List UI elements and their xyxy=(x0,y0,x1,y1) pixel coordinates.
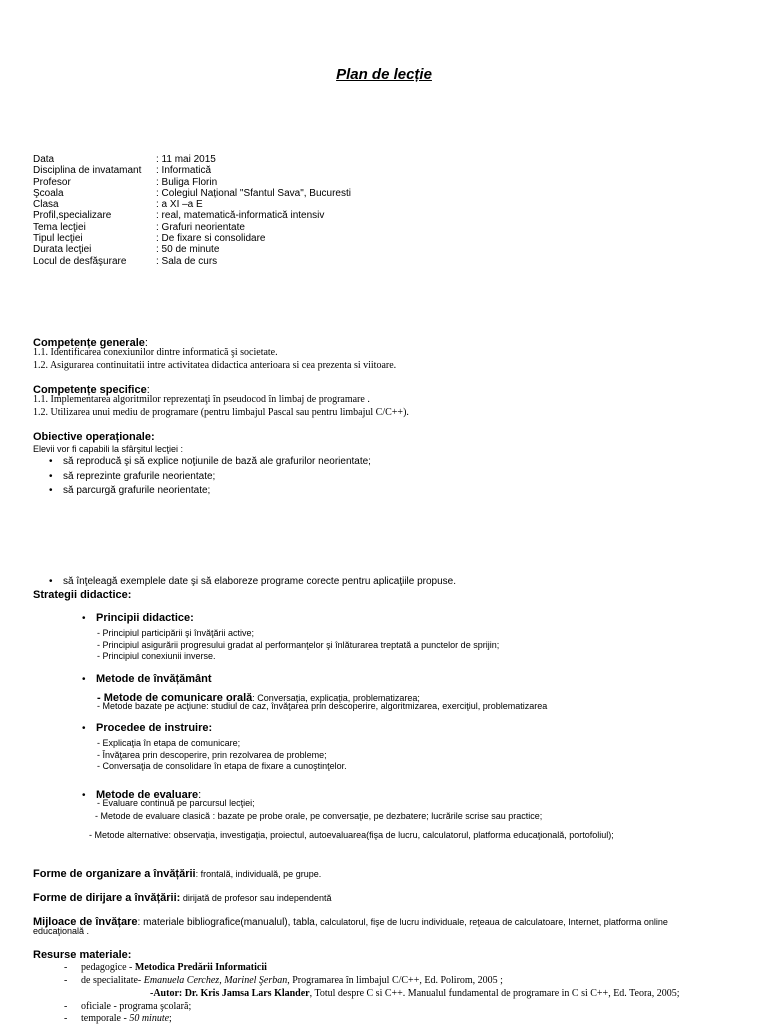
info-row xyxy=(33,154,351,165)
info-row xyxy=(33,188,351,199)
info-value: : Colegiul Național "Sfantul Sava", Bucuresti xyxy=(156,187,351,199)
resurse-item2-post: , Programarea în limbajul C/C++, Ed. Polirom, 2005 ; xyxy=(287,975,503,986)
metode-title: Metode de învățământ xyxy=(96,673,212,685)
resurse-item2-pre: de specialitate- xyxy=(81,975,144,986)
list-item: 1.2. Asigurarea continuitatii intre activitatea didactica anterioara si cea prezenta si viitoare. xyxy=(33,360,397,371)
mijloace-text-1: : materiale bibliografice(manualul), tabla, xyxy=(137,917,318,928)
dash: - xyxy=(64,1001,68,1012)
info-label: Data xyxy=(33,154,55,165)
info-label: Şcoala xyxy=(33,187,64,199)
page-title: Plan de lecție xyxy=(336,66,432,83)
metode-comunicare-text: : Conversaţia, explicaţia, problematizarea; xyxy=(252,693,420,703)
resurse-item5-post: ; xyxy=(169,1013,172,1024)
resurse-item-temporale xyxy=(64,1013,172,1024)
resurse-item5-duration: 50 minute xyxy=(129,1013,170,1024)
competente-specifice-title: Competențe specifice xyxy=(33,384,147,396)
resurse-item5-pre: temporale - xyxy=(81,1013,130,1024)
list-item: - Principiul conexiunii inverse. xyxy=(97,651,216,661)
evaluare-alternative: - Metode alternative: observaţia, investigaţia, proiectul, autoevaluarea(fişa de lucru, calculatorul, platforma educaţională, portofoliul); xyxy=(89,830,614,840)
competente-specifice-list xyxy=(33,393,409,419)
info-value: : Buliga Florin xyxy=(156,176,218,188)
list-item: să parcurgă grafurile neorientate; xyxy=(63,485,211,496)
forme-dirijare-label: Forme de dirijare a învățării: xyxy=(33,892,181,904)
resurse-item-oficiale xyxy=(64,1001,191,1012)
info-value: : Sala de curs xyxy=(156,255,218,267)
resurse-item-autor xyxy=(150,988,680,999)
obiective-intro: Elevii vor fi capabili la sfârşitul lecţiei : xyxy=(33,444,184,454)
principii-list xyxy=(97,628,499,663)
forme-dirijare xyxy=(33,888,331,906)
forme-organizare-label: Forme de organizare a învățării xyxy=(33,868,196,880)
bullet-icon: • xyxy=(82,790,86,801)
info-label: Profesor xyxy=(33,176,71,188)
competente-generale-list xyxy=(33,346,396,372)
info-value: : 50 de minute xyxy=(156,244,220,256)
forme-organizare-text: : frontală, individuală, pe grupe. xyxy=(195,869,322,879)
competente-generale-title: Competențe generale xyxy=(33,337,145,349)
forme-dirijare-text: dirijată de profesor sau independentă xyxy=(180,893,332,903)
competente-specifice-colon: : xyxy=(146,384,150,396)
forme-organizare xyxy=(33,864,321,882)
competente-generale-colon: : xyxy=(144,337,148,349)
lesson-info-table xyxy=(33,154,351,267)
info-value: : a XI –a E xyxy=(156,199,203,211)
info-value: : De fixare si consolidare xyxy=(156,233,266,245)
list-item: - Explicaţia în etapa de comunicare; xyxy=(97,738,241,748)
list-item: - Metode de evaluare clasică : bazate pe probe orale, pe conversaţie, pe dezbatere; lucrările scrise sau practice; xyxy=(95,811,543,821)
info-row xyxy=(33,244,351,255)
evaluare-colon: : xyxy=(198,789,202,801)
info-label: Tema lecţiei xyxy=(33,221,86,233)
resurse-item2-authors: Emanuela Cerchez, Marinel Şerban xyxy=(143,975,288,986)
info-row xyxy=(33,210,351,221)
mijloace-text-2: calculatorul, fişe de lucru individuale, reţeaua de calculatoare, Internet, platforma online xyxy=(317,917,668,927)
resurse-item3-author: -Autor: Dr. Kris Jamsa Lars Klander xyxy=(150,988,310,999)
principii-heading xyxy=(82,608,194,626)
metode-heading xyxy=(82,669,212,687)
info-label: Tipul lecţiei xyxy=(33,233,83,245)
info-row xyxy=(33,165,351,176)
info-row xyxy=(33,199,351,210)
obiective-heading: Obiective operaționale: xyxy=(33,431,155,443)
info-label: Locul de desfăşurare xyxy=(33,255,127,267)
principii-title: Principii didactice: xyxy=(96,612,194,624)
list-item: - Învăţarea prin descoperire, prin rezolvarea de probleme; xyxy=(97,749,327,760)
mijloace-text-3: educaţională . xyxy=(33,926,90,936)
info-value: : real, matematică-informatică intensiv xyxy=(156,210,325,222)
obiective-list xyxy=(49,455,371,499)
list-item: să înţeleagă exemplele date şi să elaboreze programe corecte pentru aplicaţiile propuse. xyxy=(63,576,457,587)
procedee-list xyxy=(97,738,347,773)
list-item: - Principiul asigurării progresului gradat al performanţelor şi înlăturarea treptată a punctelor de sprijin; xyxy=(97,639,500,650)
list-item: 1.1. Identificarea conexiunilor dintre informatică şi societate. xyxy=(33,347,278,358)
info-label: Durata lecţiei xyxy=(33,244,92,256)
bullet-icon: • xyxy=(49,485,53,496)
info-row xyxy=(33,233,351,244)
procedee-heading xyxy=(82,718,212,736)
resurse-heading: Resurse materiale: xyxy=(33,949,132,961)
resurse-item1-title: Metodica Predării Informaticii xyxy=(134,962,267,973)
dash: - xyxy=(64,975,68,986)
dash: - xyxy=(64,962,68,973)
info-row xyxy=(33,256,351,267)
list-item: - Evaluare continuă pe parcursul lecţiei; xyxy=(97,798,255,808)
info-label: Disciplina de invatamant xyxy=(33,165,142,177)
resurse-item4: oficiale - programa şcolară; xyxy=(81,1001,192,1012)
resurse-item1-pre: pedagogice - xyxy=(81,962,135,973)
mijloace xyxy=(33,912,668,930)
list-item: 1.1. Implementarea algoritmilor reprezentaţi în pseudocod în limbaj de programare . xyxy=(33,394,370,405)
bullet-icon: • xyxy=(82,723,86,734)
info-label: Clasa xyxy=(33,199,59,211)
metode-actiune: - Metode bazate pe acţiune: studiul de caz, învăţarea prin descoperire, algoritmizarea, exerciţiul, problematizarea xyxy=(97,701,548,711)
list-item: 1.2. Utilizarea unui mediu de programare (pentru limbajul Pascal sau pentru limbajul C/C++). xyxy=(33,407,409,418)
bullet-icon: • xyxy=(49,456,53,467)
resurse-item-specialitate xyxy=(64,975,503,986)
dash: - xyxy=(64,1013,68,1024)
info-value: : Informatică xyxy=(156,165,212,177)
metode-comunicare-label: - Metode de comunicare orală xyxy=(97,692,253,704)
list-item: - Conversaţia de consolidare în etapa de fixare a cunoştinţelor. xyxy=(97,761,347,771)
evaluare-title: Metode de evaluare xyxy=(96,789,199,801)
info-row xyxy=(33,222,351,233)
bullet-icon: • xyxy=(82,613,86,624)
bullet-icon: • xyxy=(82,674,86,685)
resurse-item3-post: , Totul despre C si C++. Manualul fundamental de programare in C si C++, Ed. Teora, 2005; xyxy=(309,988,680,999)
info-value: : Grafuri neorientate xyxy=(156,221,245,233)
procedee-title: Procedee de instruire: xyxy=(96,722,213,734)
strategii-heading: Strategii didactice: xyxy=(33,589,132,601)
obiective-late-item xyxy=(49,576,456,587)
info-value: : 11 mai 2015 xyxy=(156,154,216,165)
resurse-item-pedagogice xyxy=(64,962,267,973)
list-item: să reproducă şi să explice noţiunile de bază ale grafurilor neorientate; xyxy=(63,456,371,467)
list-item: - Principiul participării şi învăţării active; xyxy=(97,628,255,638)
list-item: să reprezinte grafurile neorientate; xyxy=(63,470,216,482)
bullet-icon: • xyxy=(49,470,53,482)
bullet-icon: • xyxy=(49,576,53,587)
info-row xyxy=(33,177,351,188)
mijloace-label: Mijloace de învățare xyxy=(33,916,138,928)
info-label: Profil,specializare xyxy=(33,210,112,222)
